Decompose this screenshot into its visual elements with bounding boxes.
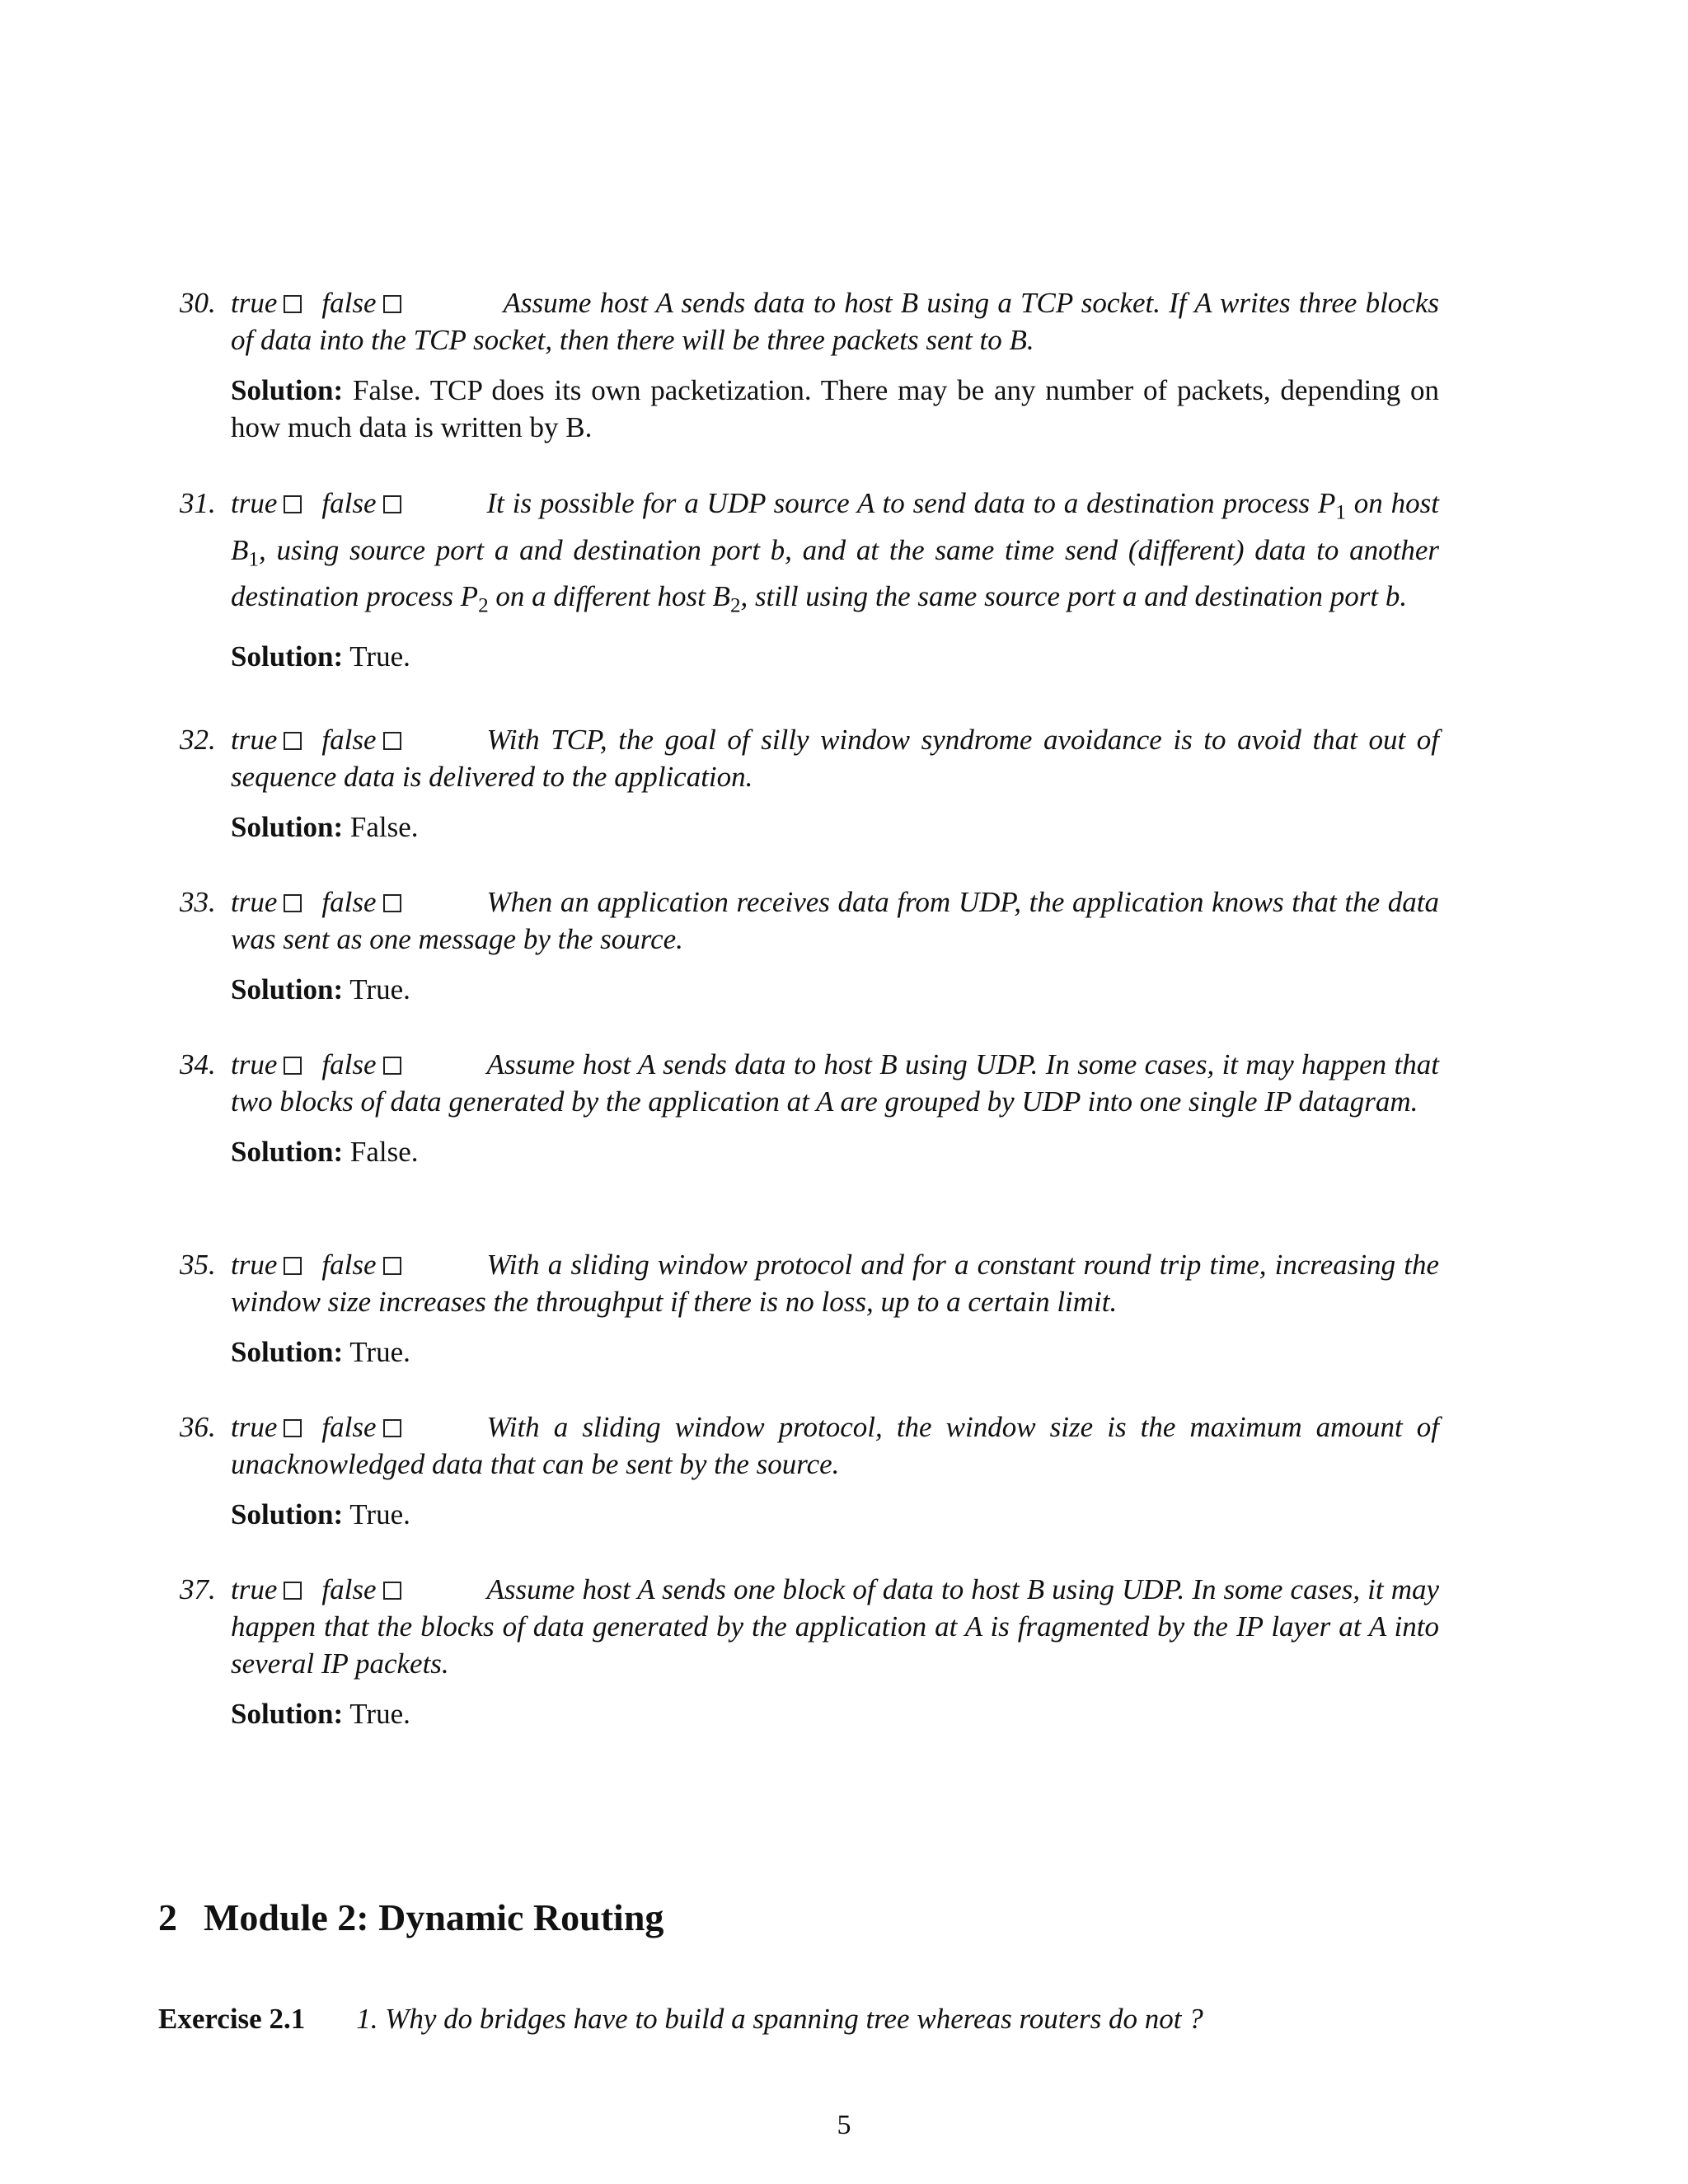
question-text-part: , still using the same source port a and destination port b. — [740, 580, 1408, 613]
question-33 — [180, 883, 1439, 1008]
true-checkbox[interactable] — [284, 1057, 302, 1075]
solution — [231, 638, 1439, 675]
question-number: 33. — [180, 886, 216, 918]
solution-label: Solution: — [231, 973, 344, 1005]
false-label: false — [321, 886, 377, 918]
false-label: false — [321, 1048, 377, 1080]
true-label: true — [231, 886, 278, 918]
true-label: true — [231, 724, 278, 756]
question-number: 30. — [180, 287, 216, 319]
true-checkbox[interactable] — [284, 894, 302, 912]
subscript: 2 — [729, 594, 741, 617]
exercise-label: Exercise 2.1 — [158, 2003, 306, 2035]
true-label: true — [231, 1249, 278, 1281]
false-checkbox[interactable] — [383, 1419, 401, 1437]
true-label: true — [231, 487, 278, 519]
question-number: 32. — [180, 724, 216, 756]
question-text: With a sliding window protocol and for a constant round trip time, increasing the window size increases the throughput if there is no loss, up to a certain limit. — [231, 1249, 1439, 1318]
solution-text: True. — [349, 973, 410, 1005]
solution-label: Solution: — [231, 640, 344, 673]
solution-label: Solution: — [231, 1498, 344, 1530]
question-text: When an application receives data from UDP, the application knows that the data was sent as one message by the source. — [231, 886, 1439, 955]
question-text: With a sliding window protocol, the window size is the maximum amount of unacknowledged data that can be sent by the source. — [231, 1411, 1439, 1480]
exercise-text: 1. Why do bridges have to build a spanning tree whereas routers do not ? — [356, 2003, 1203, 2035]
subscript: 1 — [248, 548, 259, 571]
false-label: false — [321, 287, 377, 319]
question-text-part: on host B — [231, 487, 1439, 566]
solution-label: Solution: — [231, 374, 344, 406]
solution — [231, 1133, 1439, 1170]
false-label: false — [321, 1573, 377, 1605]
question-32 — [180, 721, 1439, 846]
true-checkbox[interactable] — [284, 1257, 302, 1275]
solution-text: True. — [349, 1498, 410, 1530]
question-number: 35. — [180, 1249, 216, 1281]
question-30 — [180, 284, 1439, 446]
question-text: Assume host A sends one block of data to host B using UDP. In some cases, it may happen that the blocks of data generated by the application at A is fragmented by the IP layer at A into several IP packets. — [231, 1573, 1439, 1680]
solution-text: True. — [349, 1336, 410, 1368]
question-number: 36. — [180, 1411, 216, 1443]
question-text-part: on a different host B — [488, 580, 730, 613]
question-34 — [180, 1046, 1439, 1170]
true-checkbox[interactable] — [284, 295, 302, 313]
question-text: Assume host A sends data to host B using UDP. In some cases, it may happen that two blocks of data generated by the application at A are grouped by UDP into one single IP datagram. — [231, 1048, 1439, 1118]
true-label: true — [231, 1048, 278, 1080]
question-text-part: It is possible for a UDP source A to send data to a destination process P — [486, 487, 1336, 519]
solution-label: Solution: — [231, 1698, 344, 1730]
false-label: false — [321, 724, 377, 756]
false-checkbox[interactable] — [383, 732, 401, 750]
question-number: 37. — [180, 1573, 216, 1605]
solution — [231, 1695, 1439, 1732]
false-checkbox[interactable] — [383, 894, 401, 912]
solution — [231, 808, 1439, 846]
false-checkbox[interactable] — [383, 1057, 401, 1075]
solution — [231, 1333, 1439, 1371]
true-label: true — [231, 1573, 278, 1605]
solution — [231, 372, 1439, 446]
solution-text: True. — [349, 1698, 410, 1730]
true-label: true — [231, 1411, 278, 1443]
solution-text: False. — [349, 811, 419, 843]
page-number: 5 — [837, 2110, 851, 2140]
subscript: 2 — [478, 594, 489, 617]
false-label: false — [321, 487, 377, 519]
solution-text: True. — [349, 640, 410, 673]
true-checkbox[interactable] — [284, 1582, 302, 1600]
subscript: 1 — [1335, 501, 1346, 524]
false-label: false — [321, 1411, 377, 1443]
false-checkbox[interactable] — [383, 1257, 401, 1275]
section-number: 2 — [158, 1896, 177, 1938]
question-36 — [180, 1408, 1439, 1533]
solution-text: False. TCP does its own packetization. There may be any number of packets, depending on how much data is written by B. — [231, 374, 1440, 443]
false-checkbox[interactable] — [383, 295, 401, 313]
question-number: 31. — [180, 487, 216, 519]
true-checkbox[interactable] — [284, 732, 302, 750]
solution-label: Solution: — [231, 811, 344, 843]
question-text: Assume host A sends data to host B using a TCP socket. If A writes three blocks of data into the TCP socket, then there will be three packets sent to B. — [231, 287, 1439, 356]
question-37 — [180, 1571, 1439, 1732]
question-text: With TCP, the goal of silly window syndrome avoidance is to avoid that out of sequence data is delivered to the application. — [231, 724, 1439, 793]
true-label: true — [231, 287, 278, 319]
exercise — [158, 2003, 1203, 2036]
solution-label: Solution: — [231, 1336, 344, 1368]
solution — [231, 971, 1439, 1008]
question-number: 34. — [180, 1048, 216, 1080]
section-title: Module 2: Dynamic Routing — [204, 1896, 664, 1938]
false-checkbox[interactable] — [383, 1582, 401, 1600]
question-text-part: , using source port a and destination port b, and at the same time send (different) data to another destination process P — [231, 533, 1439, 613]
true-checkbox[interactable] — [284, 1419, 302, 1437]
solution-text: False. — [349, 1136, 419, 1168]
section-heading — [158, 1896, 663, 1939]
false-checkbox[interactable] — [383, 495, 401, 513]
question-31 — [180, 485, 1439, 675]
solution-label: Solution: — [231, 1136, 344, 1168]
true-checkbox[interactable] — [284, 495, 302, 513]
solution — [231, 1496, 1439, 1533]
question-35 — [180, 1246, 1439, 1371]
false-label: false — [321, 1249, 377, 1281]
